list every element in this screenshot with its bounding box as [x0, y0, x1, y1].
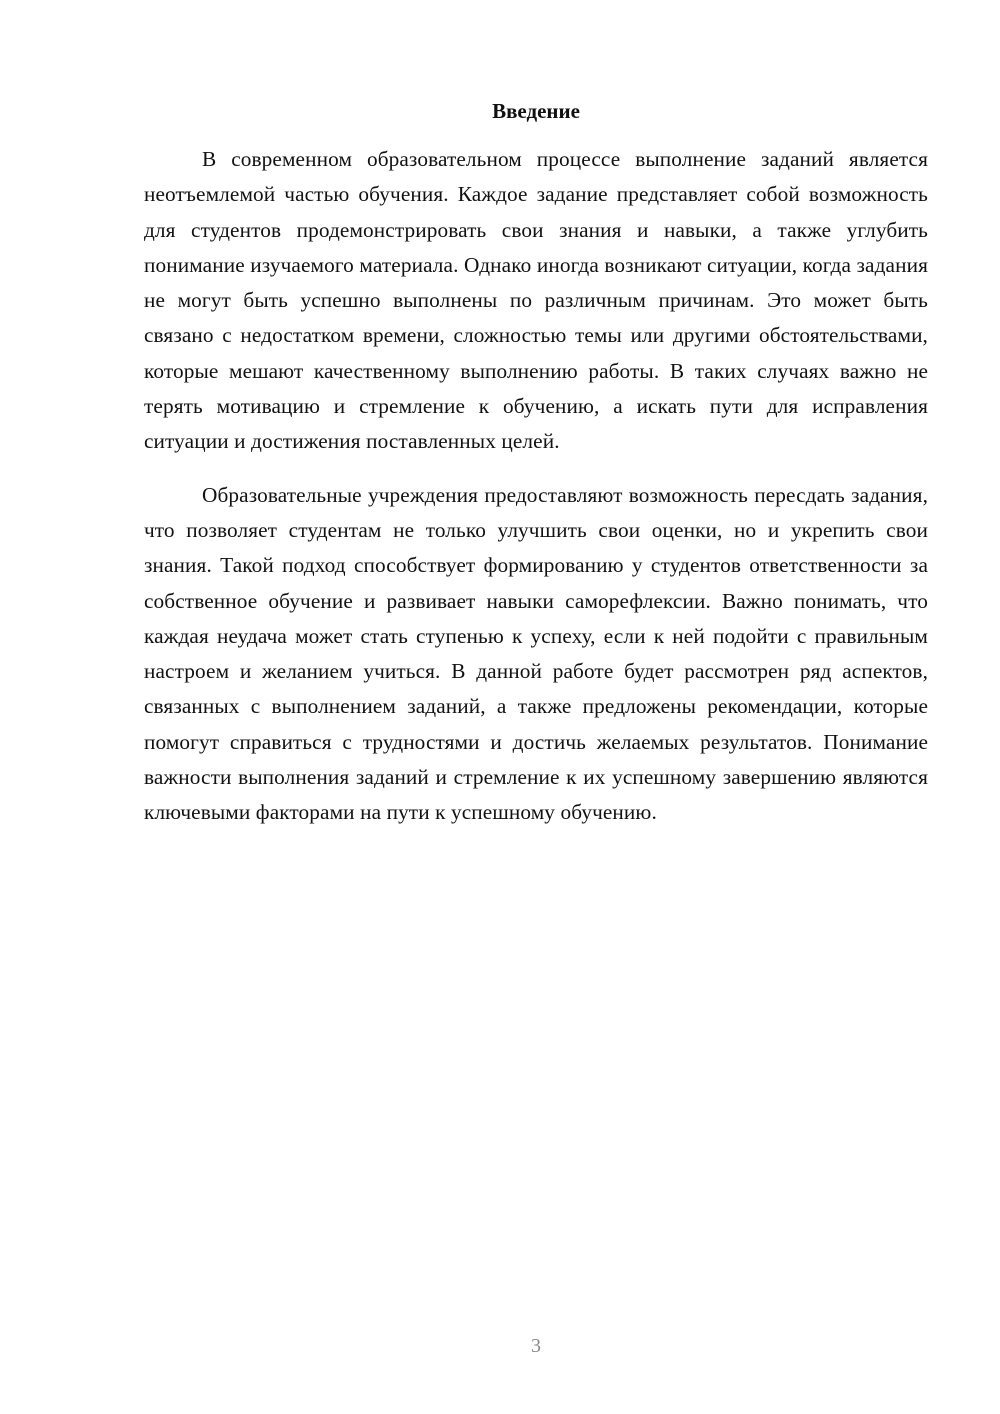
section-heading: Введение	[492, 99, 580, 123]
page-number: 3	[531, 1335, 541, 1357]
paragraph-1: В современном образовательном процессе выполнение заданий является неотъемлемой частью обучения. Каждое задание представляет собой возможность для студентов продемонстрировать свои знания и навыки, а также углубить понимание изучаемого материала. Однако иногда возникают ситуации, когда задания не могут быть успешно выполнены по различным причинам. Это может быть связано с недостатком времени, сложностью темы или другими обстоятельствами, которые мешают качественному выполнению работы. В таких случаях важно не терять мотивацию и стремление к обучению, а искать пути для исправления ситуации и достижения поставленных целей.	[144, 147, 928, 454]
body-text	[144, 142, 928, 849]
paragraph-2: Образовательные учреждения предоставляют возможность пересдать задания, что позволяет студентам не только улучшить свои оценки, но и укрепить свои знания. Такой подход способствует формированию у студентов ответственности за собственное обучение и развивает навыки саморефлексии. Важно понимать, что каждая неудача может стать ступенью к успеху, если к ней подойти с правильным настроем и желанием учиться. В данной работе будет рассмотрен ряд аспектов, связанных с выполнением заданий, а также предложены рекомендации, которые помогут справиться с трудностями и достичь желаемых результатов. Понимание важности выполнения заданий и стремление к их успешному завершению являются ключевыми факторами на пути к успешному обучению.	[144, 482, 928, 825]
